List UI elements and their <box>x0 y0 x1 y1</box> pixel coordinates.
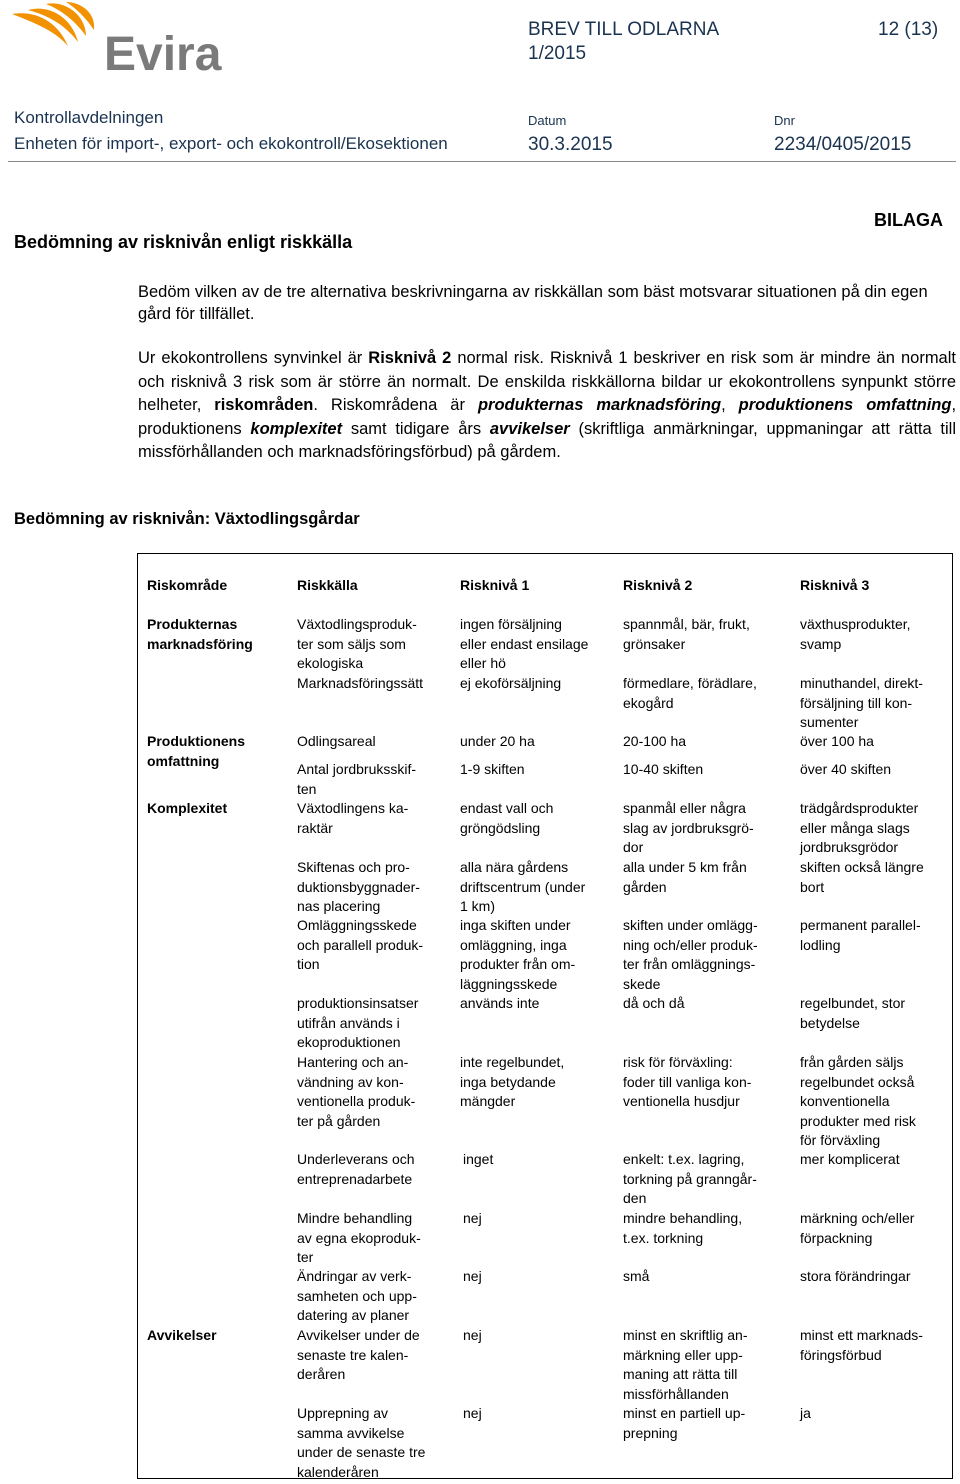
row-risk3: stora förändringar <box>800 1268 911 1284</box>
row-risk1: inget <box>463 1151 494 1167</box>
row-risk2: förmedlare, förädlare, ekogård <box>623 675 757 711</box>
logo-text: Evira <box>104 28 222 78</box>
row-risk3: permanent parallel- lodling <box>800 917 921 953</box>
row-risk3: ja <box>800 1405 811 1421</box>
row-risk3: över 40 skiften <box>800 761 892 777</box>
row-risk2: enkelt: t.ex. lagring, torkning på granngår- den <box>623 1151 757 1206</box>
row-risk2: risk för förväxling: foder till vanliga kon- ventionella husdjur <box>623 1054 752 1109</box>
evira-logo <box>6 2 246 78</box>
row-source: Avvikelser under de senaste tre kalen- deråren <box>297 1327 420 1382</box>
area-marknadsforing: Produkternas marknadsföring <box>147 616 253 652</box>
row-risk2: spannmål, bär, frukt, grönsaker <box>623 616 750 652</box>
bilaga-label: BILAGA <box>874 210 943 230</box>
document-title-line2: 1/2015 <box>528 43 587 64</box>
row-risk1: endast vall och gröngödsling <box>460 800 554 836</box>
row-risk3: märkning och/eller förpackning <box>800 1210 915 1246</box>
intro-paragraph-2: Ur ekokontrollens synvinkel är Risknivå 2 normal risk. Risknivå 1 beskriver en risk som är mindre än normalt och risknivå 3 risk som är större än normalt. De enskilda riskkällorna bildar ur ekokontrollens synpunkt större helheter, riskområden. Riskområdena är produkternas marknadsföring, produktionens omfattning, produktionens komplexitet samt tidigare års avvikelser (skriftliga anmärkningar, uppmaningar att rätta till missförhållanden och marknadsföringsförbud) på gårdem. <box>138 349 957 461</box>
row-risk1: ej ekoförsäljning <box>460 675 562 691</box>
row-source: produktionsinsatser utifrån används i ekoproduktionen <box>297 995 419 1050</box>
row-risk2: skiften under omlägg- ning och/eller produk- ter från omläggnings- skede <box>623 917 758 992</box>
document-title <box>528 18 719 66</box>
row-risk1: inga skiften under omläggning, inga produkter från om- läggningsskede <box>460 917 576 992</box>
header-divider <box>8 161 956 162</box>
row-source: Underleverans och entreprenadarbete <box>297 1151 415 1187</box>
row-risk1: ingen försäljning eller endast ensilage eller hö <box>460 616 589 671</box>
header-riskomrade: Riskområde <box>147 577 228 593</box>
row-source: Mindre behandling av egna ekoproduk- ter <box>297 1210 421 1265</box>
header-riskniva-1: Risknivå 1 <box>460 577 530 593</box>
row-risk3: från gården säljs regelbundet också konventionella produkter med risk för förväxling <box>800 1054 916 1148</box>
row-risk2: minst en partiell up- prepning <box>623 1405 746 1441</box>
row-source: Omläggningsskede och parallell produk- tion <box>297 917 424 972</box>
row-risk3: skiften också längre bort <box>800 859 924 895</box>
row-risk1: nej <box>463 1405 482 1421</box>
dnr-label: Dnr <box>774 113 795 128</box>
area-komplexitet: Komplexitet <box>147 800 228 816</box>
row-risk3: minuthandel, direkt- försäljning till kon- sumenter <box>800 675 923 730</box>
intro-paragraph-1: Bedöm vilken av de tre alternativa beskrivningarna av riskkällan som bäst motsvarar situationen på din egen gård för tillfället. <box>138 283 928 323</box>
dnr-value: 2234/0405/2015 <box>774 134 912 155</box>
row-source: Växtodlingsproduk- ter som säljs som ekologiska <box>297 616 417 671</box>
page-number: 12 (13) <box>878 19 939 40</box>
row-source: Ändringar av verk- samheten och upp- datering av planer <box>297 1268 417 1323</box>
row-risk1: nej <box>463 1210 482 1226</box>
row-source: Antal jordbruksskif- ten <box>297 761 417 797</box>
row-risk3: minst ett marknads- föringsförbud <box>800 1327 923 1363</box>
row-source: Odlingsareal <box>297 733 376 749</box>
header-riskniva-2: Risknivå 2 <box>623 577 693 593</box>
row-risk1: används inte <box>460 995 540 1011</box>
section-title: Bedömning av risknivån enligt riskkälla <box>14 232 353 252</box>
row-risk2: spanmål eller några slag av jordbruksgrö- dor <box>623 800 754 855</box>
row-risk2: då och då <box>623 995 685 1011</box>
header-riskkalla: Riskkälla <box>297 577 358 593</box>
row-risk2: mindre behandling, t.ex. torkning <box>623 1210 743 1246</box>
row-risk3: mer komplicerat <box>800 1151 900 1167</box>
row-source: Hantering och an- vändning av kon- ventionella produk- ter på gården <box>297 1054 416 1129</box>
department: Kontrollavdelningen <box>14 108 164 127</box>
row-risk3: regelbundet, stor betydelse <box>800 995 906 1031</box>
row-risk2: minst en skriftlig an- märkning eller upp- maning att rätta till missförhållanden <box>623 1327 748 1402</box>
row-risk2: små <box>623 1268 650 1284</box>
row-source: Växtodlingens ka- raktär <box>297 800 409 836</box>
row-risk1: alla nära gårdens driftscentrum (under 1 km) <box>460 859 586 914</box>
row-risk1: nej <box>463 1327 482 1343</box>
document-title-line1: BREV TILL ODLARNA <box>528 19 720 40</box>
row-source: Marknadsföringssätt <box>297 675 424 691</box>
header-riskniva-3: Risknivå 3 <box>800 577 870 593</box>
row-source: Upprepning av samma avvikelse under de senaste tre kalenderåren <box>297 1405 426 1480</box>
area-avvikelser: Avvikelser <box>147 1327 217 1343</box>
row-risk1: inte regelbundet, inga betydande mängder <box>460 1054 565 1109</box>
unit: Enheten för import-, export- och ekokontroll/Ekosektionen <box>14 134 448 153</box>
table-heading: Bedömning av risknivån: Växtodlingsgårdar <box>14 510 360 528</box>
row-risk2: 20-100 ha <box>623 733 687 749</box>
row-source: Skiftenas och pro- duktionsbyggnader- nas placering <box>297 859 420 914</box>
row-risk2: alla under 5 km från gården <box>623 859 747 895</box>
area-omfattning: Produktionens omfattning <box>147 733 246 769</box>
date-label: Datum <box>528 113 567 128</box>
row-risk1: nej <box>463 1268 482 1284</box>
row-risk1: 1-9 skiften <box>460 761 525 777</box>
date-value: 30.3.2015 <box>528 134 613 155</box>
row-risk1: under 20 ha <box>460 733 535 749</box>
row-risk3: över 100 ha <box>800 733 874 749</box>
row-risk2: 10-40 skiften <box>623 761 704 777</box>
row-risk3: trädgårdsprodukter eller många slags jordbruksgrödor <box>800 800 919 855</box>
row-risk3: växthusprodukter, svamp <box>800 616 911 652</box>
